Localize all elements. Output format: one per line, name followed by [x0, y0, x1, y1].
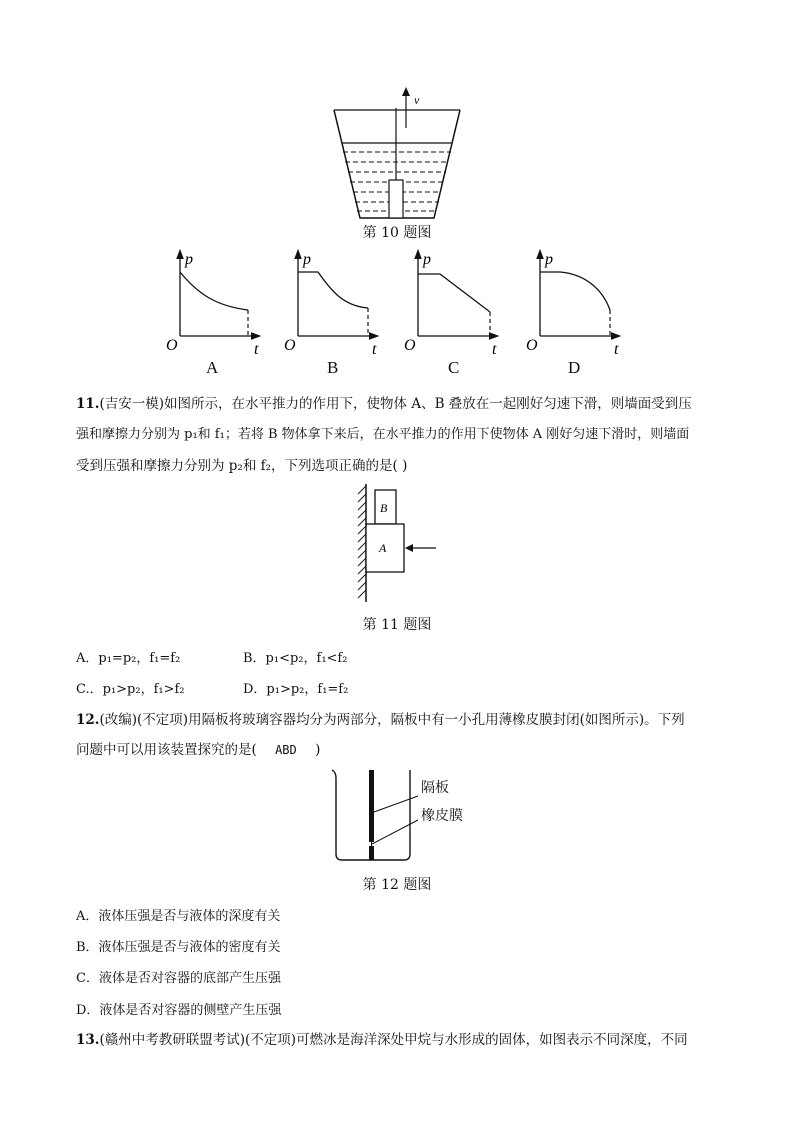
graph-label-c: C: [448, 358, 460, 377]
p-axis-label: p: [185, 251, 193, 268]
fig10-container-diagram: [330, 86, 464, 222]
q12-text-2-end: ): [315, 742, 321, 758]
graph-label-d: D: [568, 358, 581, 377]
fig10-caption: 第 10 题图: [362, 225, 432, 241]
q11-line2: 强和摩擦力分别为 p₁和 f₁；若将 B 物体拿下来后，在水平推力的作用下使物体 A 刚好匀速下滑时，则墙面: [76, 427, 690, 442]
q12-line2: [76, 736, 726, 764]
pt-graphs: [160, 248, 640, 360]
q12-option-a[interactable]: A．液体压强是否与液体的深度有关: [76, 909, 281, 924]
q12-text-1: (改编)(不定项)用隔板将玻璃容器均分为两部分，隔板中有一小孔用薄橡皮膜封闭(如图所示)。下列: [99, 712, 685, 728]
p-axis-label: p: [423, 251, 431, 268]
pt-graph-d: [526, 251, 619, 358]
p-axis-label: p: [545, 251, 553, 268]
q11-number: 11.: [76, 396, 100, 412]
q11-option-b[interactable]: B．p₁<p₂，f₁<f₂: [243, 651, 348, 666]
graph-label-b: B: [327, 358, 339, 377]
q11-option-d[interactable]: D．p₁>p₂，f₁=f₂: [243, 682, 349, 697]
label-membrane: 橡皮膜: [421, 808, 463, 824]
q12-answer: ABD: [275, 743, 297, 757]
pt-graph-a: [166, 251, 259, 358]
q12-text-2: 问题中可以用该装置探究的是(: [76, 742, 257, 758]
q12-option-c[interactable]: C．液体是否对容器的底部产生压强: [76, 971, 281, 986]
fig12-caption: 第 12 题图: [362, 877, 432, 893]
t-axis-label: t: [254, 341, 259, 358]
t-axis-label: t: [372, 341, 377, 358]
q13-line1: [76, 1026, 756, 1054]
q13-text-1: (赣州中考教研联盟考试)(不定项)可燃冰是海洋深处甲烷与水形成的固体，如图表示不同深度，不同: [99, 1032, 688, 1048]
fig11-caption: 第 11 题图: [362, 617, 432, 633]
p-axis-label: p: [303, 251, 311, 268]
t-axis-label: t: [614, 341, 619, 358]
block-a-label: A: [379, 541, 387, 555]
pt-graph-c: [404, 251, 497, 358]
pt-graph-b: [284, 251, 377, 358]
fig11-wall-blocks-diagram: [352, 482, 442, 604]
origin-label: O: [404, 337, 416, 354]
velocity-label: v: [414, 93, 420, 107]
origin-label: O: [526, 337, 538, 354]
q12-line1: [76, 706, 756, 734]
q11-source: (吉安一模): [99, 396, 165, 412]
q13-number: 13.: [76, 1032, 100, 1048]
q12-option-b[interactable]: B．液体压强是否与液体的密度有关: [76, 940, 281, 955]
q11-option-a[interactable]: A．p₁=p₂，f₁=f₂: [76, 651, 181, 666]
origin-label: O: [166, 337, 178, 354]
q11-line3: 受到压强和摩擦力分别为 p₂和 f₂，下列选项正确的是( ): [76, 458, 408, 474]
block-b-label: B: [380, 501, 388, 515]
label-partition: 隔板: [421, 780, 449, 796]
t-axis-label: t: [492, 341, 497, 358]
q11-option-c[interactable]: C.．p₁>p₂，f₁>f₂: [76, 682, 185, 697]
q12-number: 12.: [76, 712, 100, 728]
graph-label-a: A: [206, 358, 219, 377]
q12-option-d[interactable]: D．液体是否对容器的侧壁产生压强: [76, 1003, 282, 1018]
origin-label: O: [284, 337, 296, 354]
q11-text-1: 如图所示，在水平推力的作用下，使物体 A、B 叠放在一起刚好匀速下滑，则墙面受到压: [164, 396, 692, 412]
q11-line1: [76, 390, 726, 418]
